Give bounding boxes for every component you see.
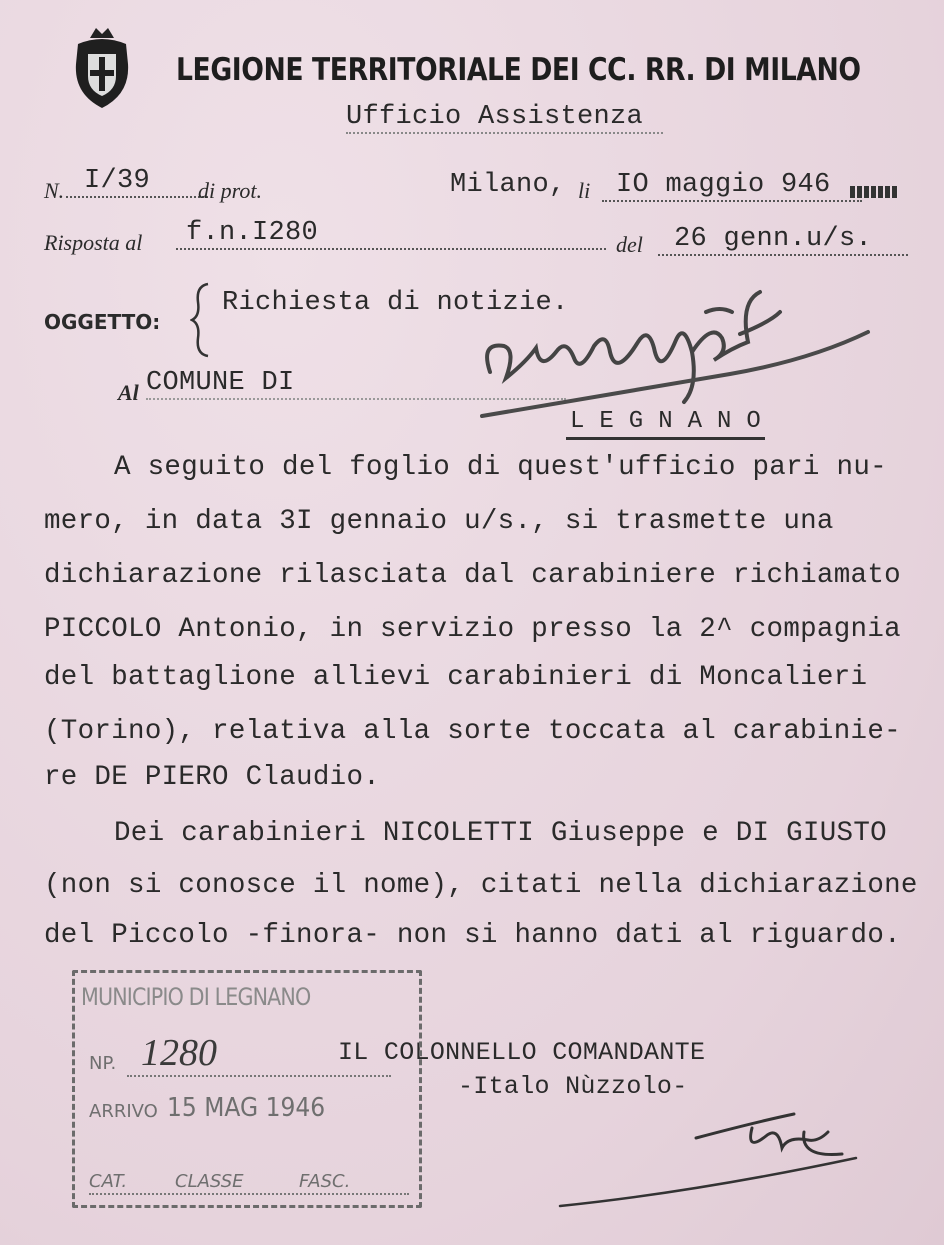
- body-line-8: Dei carabinieri NICOLETTI Giuseppe e DI GIUSTO: [114, 818, 887, 849]
- reply-del-label: del: [616, 232, 643, 257]
- protocol-number: I/39: [66, 166, 208, 198]
- body-line-5: del battaglione allievi carabinieri di Moncalieri: [44, 662, 868, 693]
- body-line-7: re DE PIERO Claudio.: [44, 762, 381, 793]
- stamp-dotted-line: [89, 1193, 409, 1195]
- stamp-np-label: NP.: [89, 1053, 117, 1074]
- subject-brace: [190, 282, 214, 363]
- body-line-9: (non si conosce il nome), citati nella dichiarazione: [44, 870, 918, 901]
- recipient-al-label: Al: [118, 380, 139, 405]
- protocol-date: IO maggio 946: [602, 170, 862, 202]
- protocol-li-label: li: [578, 178, 591, 203]
- reply-date: 26 genn.u/s.: [658, 224, 908, 256]
- handwritten-signature: [556, 1092, 866, 1217]
- stamp-arrivo-date: 15 MAG 1946: [167, 1093, 326, 1123]
- reply-ref: f.n.I280: [176, 218, 606, 250]
- header-title: LEGIONE TERRITORIALE DEI CC. RR. DI MILANO: [176, 52, 861, 88]
- stamp-header: MUNICIPIO DI LEGNANO: [81, 983, 311, 1011]
- struck-year-mark: [850, 186, 898, 198]
- body-line-3: dichiarazione rilasciata dal carabiniere richiamato: [44, 560, 901, 591]
- recipient-line1: COMUNE DI: [146, 368, 566, 400]
- municipal-registration-stamp: [72, 970, 422, 1208]
- stamp-classe-label: CLASSE: [175, 1171, 244, 1192]
- header-office: Ufficio Assistenza: [346, 102, 663, 134]
- protocol-place: Milano,: [450, 170, 566, 200]
- subject-text: Richiesta di notizie.: [222, 288, 569, 318]
- body-line-6: (Torino), relativa alla sorte toccata al carabinie-: [44, 716, 901, 747]
- stamp-np-value: 1280: [127, 1031, 391, 1077]
- protocol-n-label: N.: [44, 178, 65, 203]
- body-line-2: mero, in data 3I gennaio u/s., si trasmette una: [44, 506, 834, 537]
- stamp-arrivo-label: ARRIVO: [89, 1101, 158, 1122]
- coat-of-arms-emblem: [70, 24, 134, 112]
- stamp-cat-label: CAT.: [89, 1171, 128, 1192]
- signature-title: IL COLONNELLO COMANDANTE: [338, 1038, 706, 1067]
- stamp-fasc-label: FASC.: [299, 1171, 351, 1192]
- signature-name: -Italo Nùzzolo-: [458, 1072, 688, 1101]
- body-line-10: del Piccolo -finora- non si hanno dati al riguardo.: [44, 920, 901, 951]
- body-line-1: A seguito del foglio di quest'ufficio pari nu-: [114, 452, 887, 483]
- reply-label: Risposta al: [44, 230, 143, 255]
- handwritten-annotation: [470, 282, 880, 427]
- subject-label: OGGETTO:: [44, 310, 161, 334]
- recipient-line2: L E G N A N O: [566, 408, 765, 440]
- protocol-prot-label: di prot.: [198, 178, 262, 203]
- body-line-4: PICCOLO Antonio, in servizio presso la 2^ compagnia: [44, 614, 901, 645]
